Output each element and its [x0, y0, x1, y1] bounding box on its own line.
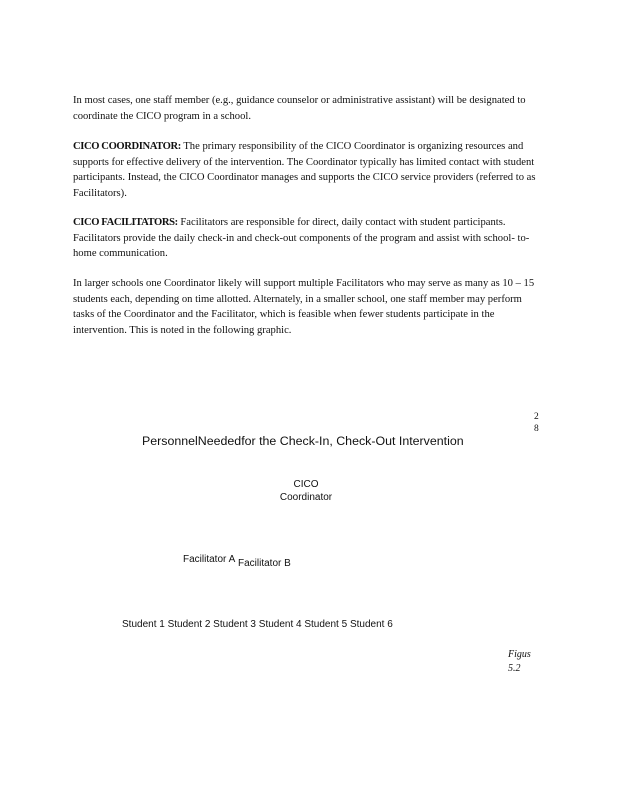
coordinator-node-line-1: CICO	[293, 479, 319, 490]
diagram-title: PersonnelNeededfor the Check-In, Check-Out Intervention	[142, 434, 464, 448]
page-number-digit-1: 2	[534, 412, 539, 422]
students-row: Student 1 Student 2 Student 3 Student 4 Student 5 Student 6	[122, 619, 393, 630]
figure-label	[508, 648, 531, 676]
page-number	[534, 411, 539, 435]
coordinator-heading: CICO COORDINATOR:	[73, 141, 181, 152]
intro-paragraph-text: In most cases, one staff member (e.g., guidance counselor or administrative assistant) will be designated to coordinate the CICO program in a school.	[73, 95, 526, 122]
facilitator-a-node: Facilitator A	[183, 554, 236, 565]
coordinator-paragraph-text: The primary responsibility of the CICO Coordinator is organizing resources and supports for effective delivery of the intervention. The Coordinator typically has limited contact with student participants. Instead, the CICO Coordinator manages and supports the CICO service providers (referred to as Facilitators).	[73, 141, 536, 199]
facilitators-paragraph	[73, 215, 543, 262]
school-size-paragraph	[73, 276, 543, 338]
page-number-digit-2: 8	[534, 424, 539, 434]
facilitators-paragraph-text: Facilitators are responsible for direct, daily contact with student participants. Facilitators provide the daily check-in and check-out components of the program and assist with school- to-home communication.	[73, 217, 530, 259]
coordinator-node	[276, 478, 336, 504]
facilitators-heading: CICO FACILITATORS:	[73, 217, 178, 228]
figure-label-line-1: Figus	[508, 649, 531, 660]
coordinator-paragraph	[73, 139, 543, 201]
intro-paragraph	[73, 93, 543, 124]
facilitator-b-node: Facilitator B	[238, 558, 291, 569]
figure-label-line-2: 5.2	[508, 663, 521, 674]
school-size-paragraph-text: In larger schools one Coordinator likely will support multiple Facilitators who may serve as many as 10 – 15 students each, depending on time allotted. Alternately, in a smaller school, one staff member may perform tasks of the Coordinator and the Facilitator, which is feasible when fewer students participate in the intervention. This is noted in the following graphic.	[73, 278, 535, 336]
coordinator-node-line-2: Coordinator	[279, 492, 333, 503]
